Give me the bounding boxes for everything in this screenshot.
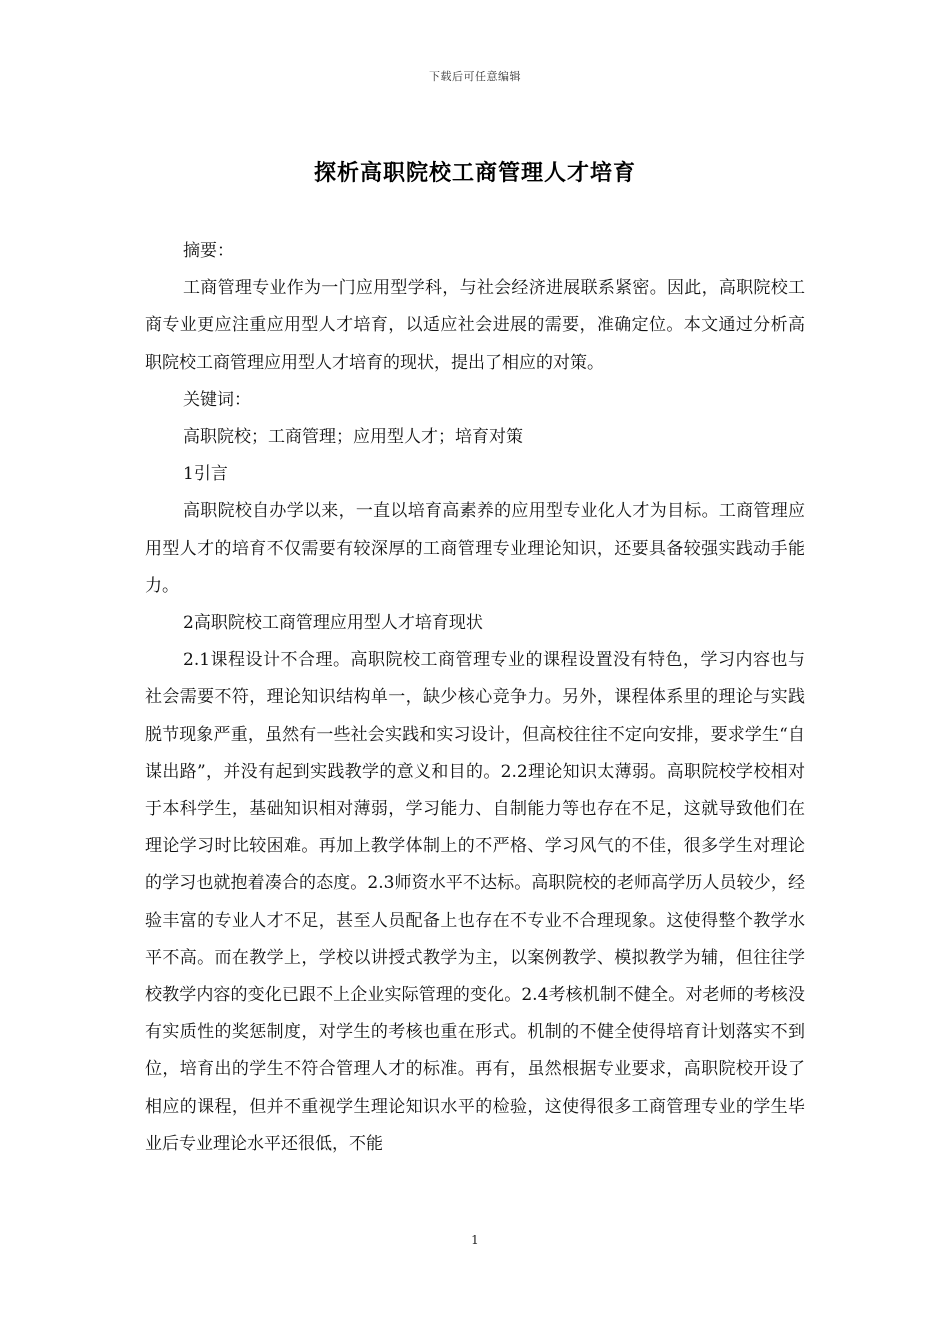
section-1-paragraph: 高职院校自办学以来，一直以培育高素养的应用型专业化人才为目标。工商管理应用型人才的培育不仅需要有较深厚的工商管理专业理论知识，还要具备较强实践动手能力。	[145, 501, 805, 596]
abstract-label: 摘要：	[183, 241, 234, 261]
keywords-label: 关键词：	[183, 389, 251, 410]
keywords-paragraph: 高职院校；工商管理；应用型人才；培育对策	[183, 427, 523, 448]
section-2-heading: 2高职院校工商管理应用型人才培育现状	[183, 613, 483, 634]
header-note: 下载后可任意编辑	[429, 70, 521, 83]
page-title: 探析高职院校工商管理人才培育	[313, 160, 636, 186]
page-number: 1	[471, 1233, 479, 1247]
abstract-paragraph: 工商管理专业作为一门应用型学科，与社会经济进展联系紧密。因此，高职院校工商专业更应注重应用型人才培育，以适应社会进展的需要，准确定位。本文通过分析高职院校工商管理应用型人才培育的现状，提出了相应的对策。	[145, 278, 805, 373]
document-body	[145, 233, 805, 1163]
section-2-paragraph: 2.1课程设计不合理。高职院校工商管理专业的课程设置没有特色，学习内容也与社会需要不符，理论知识结构单一，缺少核心竞争力。另外，课程体系里的理论与实践脱节现象严重，虽然有一些社会实践和实习设计，但高校往往不定向安排，要求学生“自谋出路”，并没有起到实践教学的意义和目的。2.2理论知识太薄弱。高职院校学校相对于本科学生，基础知识相对薄弱，学习能力、自制能力等也存在不足，这就导致他们在理论学习时比较困难。再加上教学体制上的不严格、学习风气的不佳，很多学生对理论的学习也就抱着凑合的态度。2.3师资水平不达标。高职院校的老师高学历人员较少，经验丰富的专业人才不足，甚至人员配备上也存在不专业不合理现象。这使得整个教学水平不高。而在教学上，学校以讲授式教学为主，以案例教学、模拟教学为辅，但往往学校教学内容的变化已跟不上企业实际管理的变化。2.4考核机制不健全。对老师的考核没有实质性的奖惩制度，对学生的考核也重在形式。机制的不健全使得培育计划落实不到位，培育出的学生不符合管理人才的标准。再有，虽然根据专业要求，高职院校开设了相应的课程，但并不重视学生理论知识水平的检验，这使得很多工商管理专业的学生毕业后专业理论水平还很低，不能	[145, 650, 805, 1154]
section-1-heading: 1引言	[183, 464, 228, 485]
